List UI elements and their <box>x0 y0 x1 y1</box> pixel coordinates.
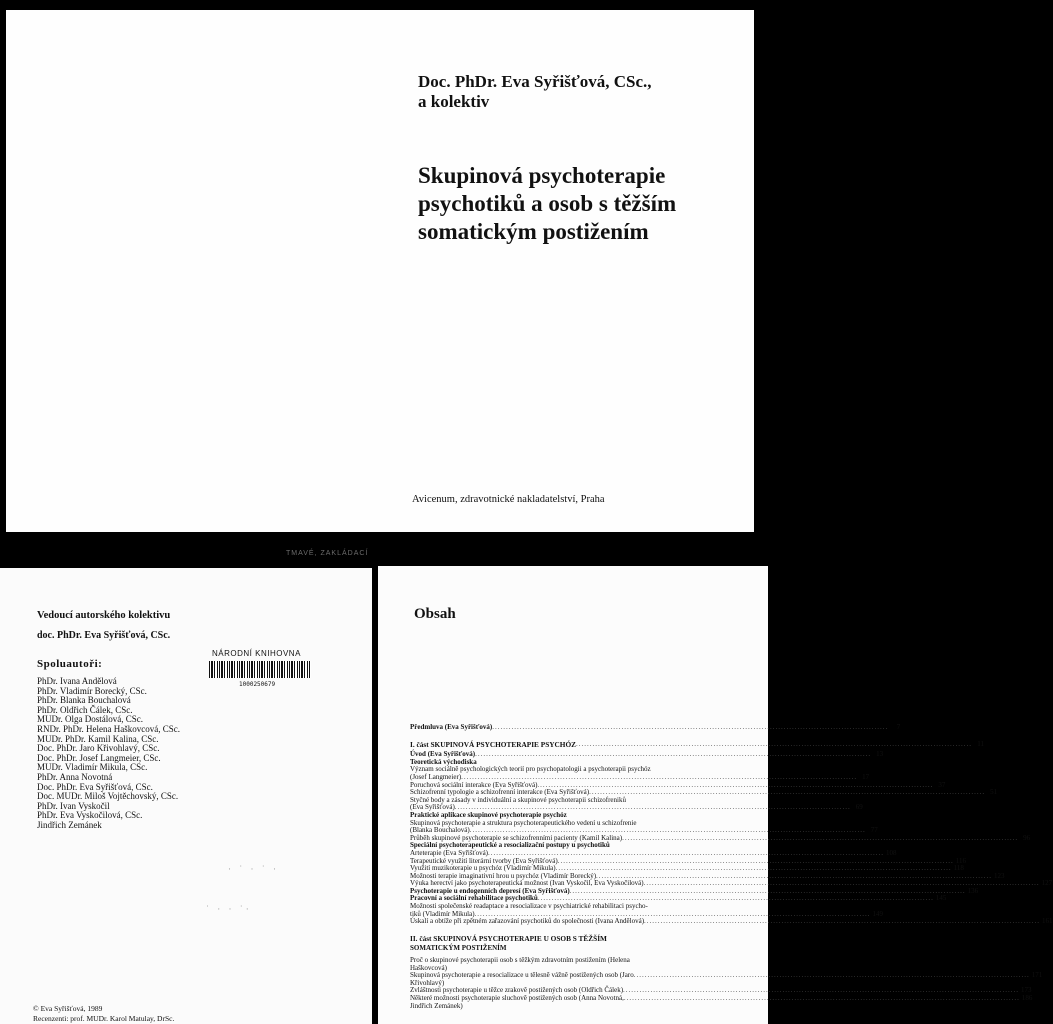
coauthor-name: MUDr. Vladimír Mikula, CSc. <box>37 762 148 773</box>
toc-entry-title: Skupinová psychoterapie a struktura psychoterapeutického vedení u schizofrenie <box>410 818 637 827</box>
toc-page-number: 51 <box>990 788 998 797</box>
toc-page-number: 127 <box>1041 879 1053 888</box>
contents-page <box>378 566 1053 1024</box>
reviewers-line: Recenzenti: prof. MUDr. Karol Matulay, DrSc. <box>33 1014 175 1023</box>
toc-part-heading <box>410 739 985 749</box>
toc-entry-title: Úskalí a obtíže při zpětném zařazování psychotiků do společnosti (Ivana Andělová) <box>410 917 645 926</box>
toc-entry-title: Haškovcová) <box>410 963 447 972</box>
toc-leader-dots <box>622 835 1018 843</box>
toc-leader-dots <box>634 972 1030 980</box>
toc-entry-title: Křivohlavý) <box>410 978 445 987</box>
toc-entry-title: Terapeutické využití literární tvorby (Eva Syřišťová) <box>410 856 558 865</box>
toc-entry <box>410 945 710 953</box>
toc-part-heading <box>410 935 710 943</box>
toc-entry-title: Předmluva (Eva Syřišťová) <box>410 723 493 731</box>
copyright-line: © Eva Syřišťová, 1989 <box>33 1004 103 1013</box>
coauthor-name: PhDr. Ivana Andělová <box>37 676 117 686</box>
toc-leader-dots <box>624 995 1020 1003</box>
toc-entry-title: (Blanka Bouchalová) <box>410 826 470 835</box>
coauthor-name: PhDr. Ivan Vyskočil <box>37 800 110 811</box>
table-of-contents <box>410 723 1053 1010</box>
toc-page-number: 11 <box>977 739 985 748</box>
toc-entry-title: Poruchová sociální interakce (Eva Syřišťová) <box>410 780 538 789</box>
coauthors-list <box>37 677 180 831</box>
toc-page-number: 116 <box>955 856 966 865</box>
toc-entry-title: Praktické aplikace skupinové psychoterapie psychóz <box>410 810 567 819</box>
library-stamp-label: NÁRODNÍ KNIHOVNA <box>212 649 301 658</box>
toc-entry-title: Skupinová psychoterapie a resocializace u tělesně vážně postižených osob (Jaro <box>410 971 634 980</box>
toc-page-number: 136 <box>967 886 979 895</box>
toc-entry-title: Pracovní a sociální rehabilitace psychotiků <box>410 894 538 903</box>
toc-entry <box>410 723 901 732</box>
coauthor-name: PhDr. Anna Novotná <box>37 771 113 782</box>
toc-page-number: 173 <box>1021 986 1032 995</box>
toc-page-number: 171 <box>1031 971 1043 980</box>
toc-entry-title: (Josef Langmeier) <box>410 772 462 781</box>
lead-author-name: doc. PhDr. Eva Syřišťová, CSc. <box>37 630 171 641</box>
toc-leader-dots <box>475 751 871 759</box>
toc-entry-title: Psychoterapie u endogenních depresí (Eva Syřišťová) <box>410 886 570 895</box>
toc-entry-title: Styčné body a zásady v individuální a skupinové psychoterapii schizofreniků <box>410 795 626 804</box>
toc-leader-dots <box>644 918 1040 926</box>
toc-entry-title: Průběh skupinové psychoterapie se schizofrenními pacienty (Kamil Kalina) <box>410 833 623 842</box>
author-line-2: a kolektiv <box>418 92 490 111</box>
toc-entry-title: Zvláštnosti psychoterapie u těžce zrakově postižených osob (Oldřich Čálek) <box>410 986 624 995</box>
toc-entry-title: Jindřich Zemánek) <box>410 1001 463 1010</box>
toc-entry-title: Arteterapie (Eva Syřišťová) <box>410 848 489 857</box>
coauthor-name: Doc. MUDr. Miloš Vojtěchovský, CSc. <box>37 791 179 802</box>
toc-page-number: 108 <box>886 848 897 857</box>
coauthor-name: PhDr. Oldřich Čálek, CSc. <box>37 704 133 715</box>
coauthor-name: Doc. PhDr. Jaro Křivohlavý, CSc. <box>37 743 160 754</box>
publisher: Avicenum, zdravotnické nakladatelství, Praha <box>412 494 605 505</box>
coauthors-heading: Spoluautoři: <box>37 658 103 670</box>
toc-entry-title: Schizofrenní typologie a schizofrenní interakce (Eva Syřišťová) <box>410 788 590 797</box>
page-smudge: ˙ · · ˙· <box>206 904 252 914</box>
title-line-2: psychotiků a osob s těžším <box>418 191 677 216</box>
toc-entry-title: Možnosti terapie imaginativní hrou u psychóz (Vladimír Borecký) <box>410 871 597 880</box>
toc-entry-title: Teoretická východiska <box>410 757 477 766</box>
toc-entry <box>410 971 1043 980</box>
coauthor-name: Jindřich Zemánek <box>37 819 102 830</box>
toc-entry <box>410 1003 710 1011</box>
toc-page-number: 7 <box>896 723 901 731</box>
toc-page-number: 118 <box>953 864 964 873</box>
toc-entry-title: Proč o skupinové psychoterapii osob s těžkým zdravotním postižením (Helena <box>410 956 630 965</box>
credits-page <box>0 568 372 1024</box>
coauthor-name: RNDr. PhDr. Helena Haškovcová, CSc. <box>37 723 180 734</box>
toc-entry-title: Možnosti společenské readaptace a resocializace v psychiatrické rehabilitaci psycho- <box>410 902 648 911</box>
toc-spacer <box>410 732 710 736</box>
toc-page-number: 17 <box>862 772 870 781</box>
toc-page-number: 37 <box>938 780 946 789</box>
toc-page-number: 96 <box>1023 833 1031 842</box>
toc-page-number: 77 <box>870 826 878 835</box>
page-smudge: · ˙ · ˙ · <box>228 864 279 874</box>
coauthor-name: MUDr. PhDr. Kamil Kalina, CSc. <box>37 733 159 744</box>
toc-entry-title: I. část SKUPINOVÁ PSYCHOTERAPIE PSYCHÓZ <box>410 739 577 749</box>
spine-strip-text: TMAVÉ, ZAKLÁDACÍ <box>286 550 369 557</box>
toc-leader-dots <box>576 741 972 749</box>
toc-entry-title: tiků (Vladimír Mikula) <box>410 909 475 918</box>
barcode-number: 1000250679 <box>239 681 276 688</box>
toc-page-number: 13 <box>876 750 884 759</box>
title-line-3: somatickým postižením <box>418 219 649 244</box>
toc-leader-dots <box>589 789 985 797</box>
toc-page-number: 123 <box>994 871 1005 880</box>
toc-entry-title: SOMATICKÝM POSTIŽENÍM <box>410 944 507 953</box>
toc-entry-title: (Eva Syřišťová) <box>410 803 455 812</box>
coauthor-name: Doc. PhDr. Josef Langmeier, CSc. <box>37 752 161 763</box>
toc-page-number: 161 <box>1042 917 1053 926</box>
cover-page <box>6 10 754 532</box>
toc-entry-title: II. část SKUPINOVÁ PSYCHOTERAPIE U OSOB S TĚŽŠÍM <box>410 933 607 943</box>
toc-page-number: 69 <box>855 803 863 812</box>
contents-heading: Obsah <box>414 606 456 622</box>
toc-entry-title: Význam sociálně psychologických teorií pro psychopatologii a psychoterapii psychóz <box>410 765 651 774</box>
toc-entry-title: Úvod (Eva Syřišťová) <box>410 750 476 759</box>
coauthor-name: Doc. PhDr. Eva Syřišťová, CSc. <box>37 781 153 792</box>
coauthor-name: MUDr. Olga Dostálová, CSc. <box>37 714 143 725</box>
author-line-1: Doc. PhDr. Eva Syřišťová, CSc., <box>418 72 652 91</box>
barcode-image <box>209 661 311 678</box>
toc-entry-title: Výuka herectví jako psychoterapeutická možnost (Ivan Vyskočil, Eva Vyskočilová) <box>410 879 644 888</box>
toc-spacer <box>410 926 710 930</box>
toc-entry-title: Některé možnosti psychoterapie sluchově postižených osob (Anna Novotná, <box>410 994 624 1002</box>
toc-page-number: 145 <box>935 894 947 903</box>
toc-page-number: 186 <box>1021 994 1033 1002</box>
coauthor-name: PhDr. Blanka Bouchalová <box>37 695 131 706</box>
lead-author-heading: Vedoucí autorského kolektivu <box>37 610 171 621</box>
toc-leader-dots <box>492 724 888 732</box>
coauthor-name: PhDr. Eva Vyskočilová, CSc. <box>37 810 143 821</box>
toc-entry-title: Využití muzikoterapie u psychóz (Vladimír Mikula) <box>410 864 556 873</box>
title-line-1: Skupinová psychoterapie <box>418 163 666 188</box>
toc-entry <box>410 957 710 965</box>
coauthor-name: PhDr. Vladimír Borecký, CSc. <box>37 685 147 696</box>
toc-entry <box>410 917 1053 926</box>
toc-entry-title: Speciální psychoterapeutické a resocializační postupy u psychotiků <box>410 841 610 850</box>
toc-page-number: 149 <box>872 909 884 918</box>
